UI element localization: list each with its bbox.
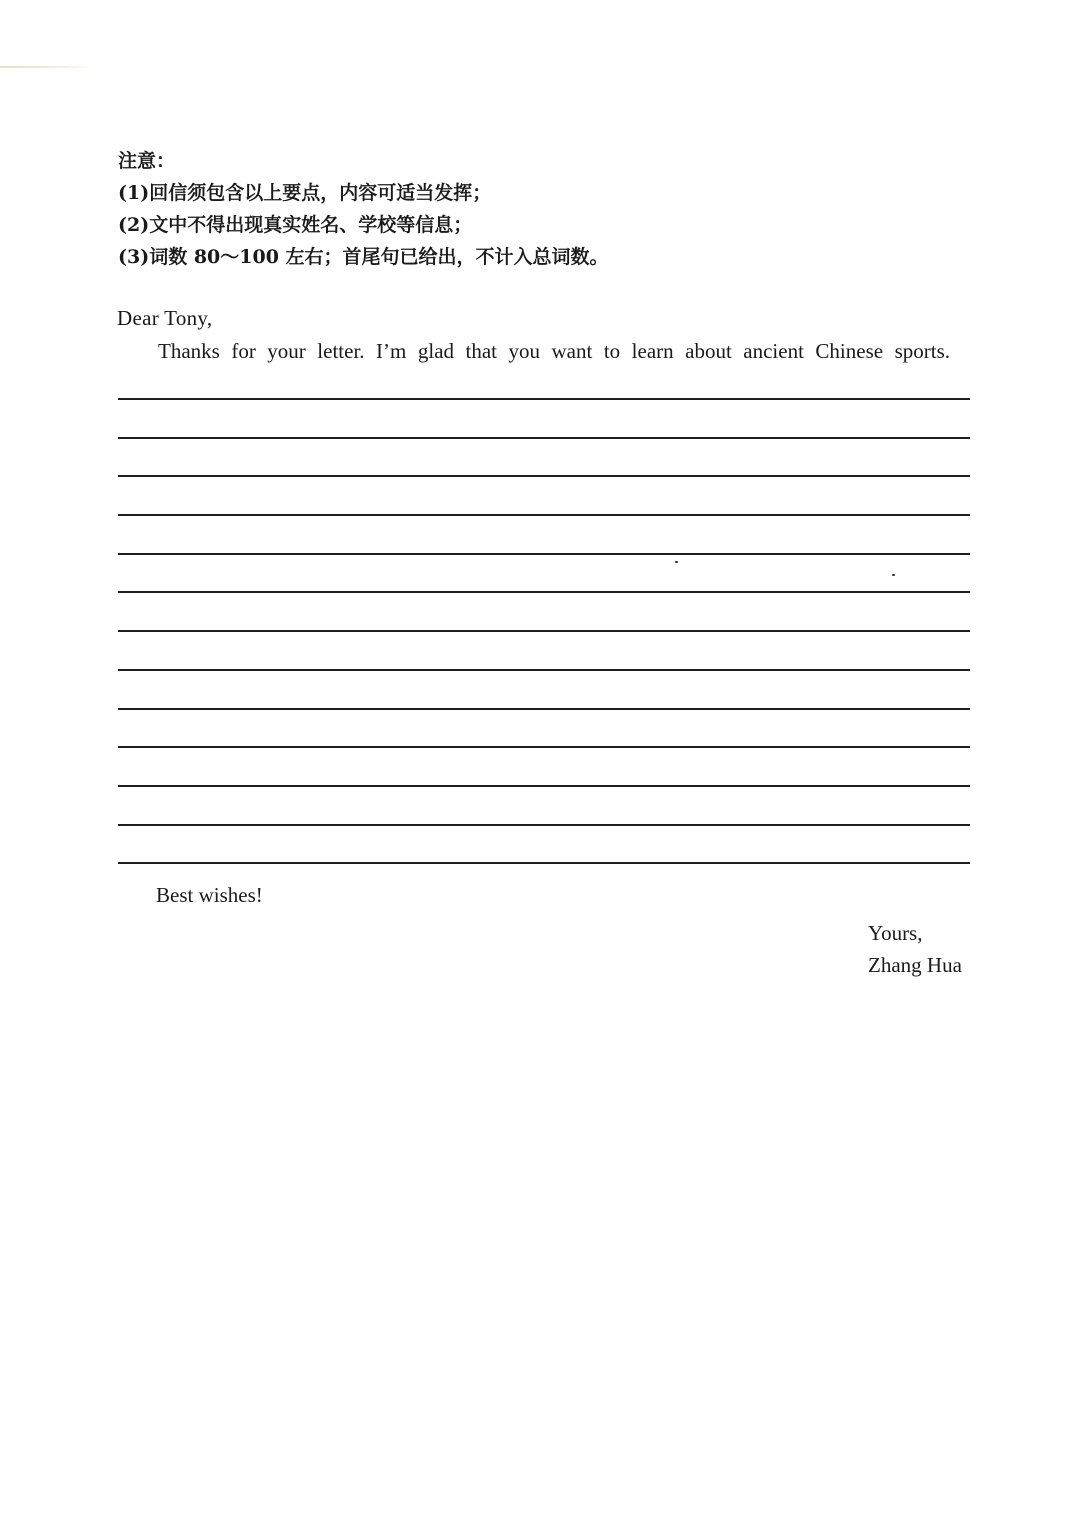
sign-off-yours: Yours, [868, 921, 923, 945]
writing-line[interactable] [118, 437, 970, 439]
writing-line[interactable] [118, 591, 970, 593]
writing-line[interactable] [118, 746, 970, 748]
note-item-2: (2)文中不得出现真实姓名、学校等信息； [118, 214, 473, 236]
sign-off-block [868, 917, 962, 981]
letter-opening-sentence: Thanks for your letter. I’m glad that you want to learn about ancient Chinese sports. [158, 339, 950, 363]
scan-speck [675, 561, 678, 563]
writing-line[interactable] [118, 862, 970, 864]
writing-line[interactable] [118, 708, 970, 710]
writing-line[interactable] [118, 824, 970, 826]
note-item-3: (3)词数 80～100 左右；首尾句已给出，不计入总词数。 [118, 246, 609, 268]
writing-line[interactable] [118, 553, 970, 555]
notes-heading: 注意： [118, 150, 176, 172]
letter-greeting: Dear Tony, [117, 306, 213, 330]
writing-line[interactable] [118, 475, 970, 477]
writing-line[interactable] [118, 398, 970, 400]
letter-closing: Best wishes! [156, 883, 263, 907]
writing-line[interactable] [118, 669, 970, 671]
notes-section [118, 145, 609, 273]
writing-line[interactable] [118, 630, 970, 632]
note-item-1: (1)回信须包含以上要点，内容可适当发挥； [118, 182, 492, 204]
writing-line[interactable] [118, 514, 970, 516]
writing-area[interactable] [118, 398, 970, 901]
scan-edge-mark [0, 66, 92, 68]
signature-name: Zhang Hua [868, 953, 962, 977]
scan-speck [892, 574, 895, 576]
writing-line[interactable] [118, 785, 970, 787]
